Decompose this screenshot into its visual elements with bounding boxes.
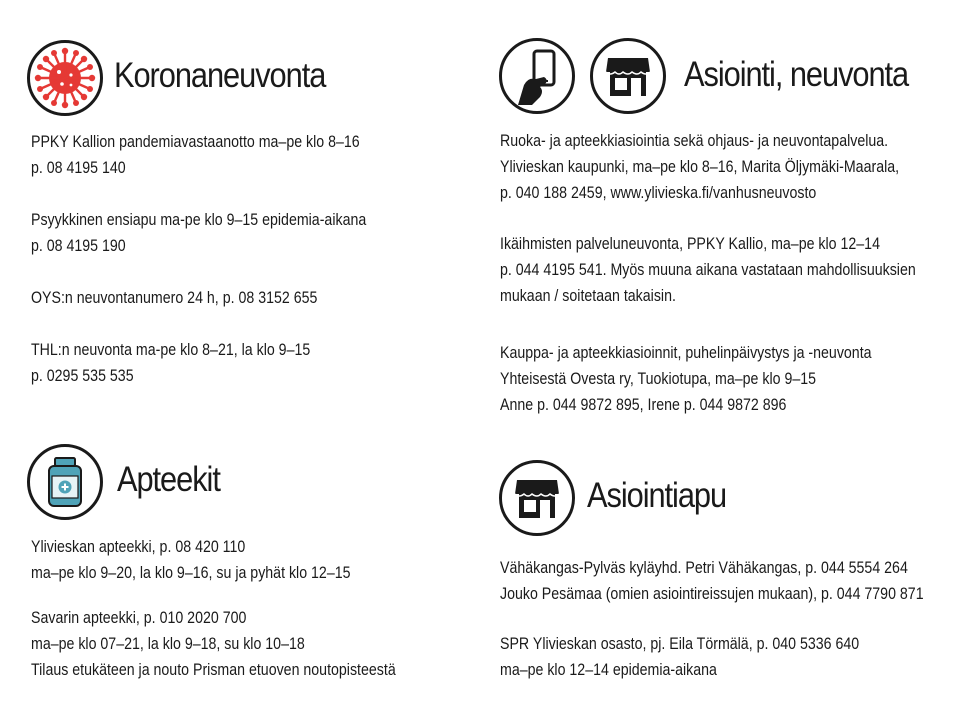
asiointi-paragraph-2 (500, 231, 960, 309)
apteekit-header (27, 444, 234, 520)
text-line: p. 0295 535 535 (31, 367, 134, 385)
text-line: Savarin apteekki, p. 010 2020 700 (31, 609, 247, 627)
korona-paragraph-2 (31, 207, 421, 259)
text-line: ma–pe klo 12–14 epidemia-aikana (500, 661, 717, 679)
text-line: p. 08 4195 140 (31, 159, 126, 177)
asiointi-paragraph-1 (500, 128, 960, 206)
koronaneuvonta-header (27, 40, 354, 116)
korona-paragraph-4 (31, 337, 356, 389)
korona-paragraph-3 (31, 285, 364, 311)
asiointiapu-paragraph-1 (500, 555, 960, 607)
asiointiapu-header (499, 460, 745, 536)
text-line: ma–pe klo 9–20, la klo 9–16, su ja pyhät klo 12–15 (31, 564, 351, 582)
text-line: Anne p. 044 9872 895, Irene p. 044 9872 896 (500, 396, 787, 414)
asiointi-neuvonta-header (499, 38, 939, 114)
text-line: SPR Ylivieskan osasto, pj. Eila Törmälä, p. 040 5336 640 (500, 635, 860, 653)
text-line: Yhteisestä Ovesta ry, Tuokiotupa, ma–pe klo 9–15 (500, 370, 817, 388)
asiointi-paragraph-3 (500, 340, 932, 418)
text-line: Ylivieskan kaupunki, ma–pe klo 8–16, Marita Öljymäki-Maarala, (500, 158, 900, 176)
text-line: Vähäkangas-Pylväs kyläyhd. Petri Vähäkangas, p. 044 5554 264 (500, 559, 908, 577)
smartphone-hand-icon (499, 38, 575, 114)
text-line: OYS:n neuvontanumero 24 h, p. 08 3152 655 (31, 289, 318, 307)
apteekit-title: Apteekit (117, 460, 220, 499)
medicine-bottle-icon (27, 444, 103, 520)
text-line: p. 08 4195 190 (31, 237, 126, 255)
text-line: Kauppa- ja apteekkiasioinnit, puhelinpäivystys ja -neuvonta (500, 344, 872, 362)
text-line: Jouko Pesämaa (omien asiointireissujen mukaan), p. 044 7790 871 (500, 585, 924, 603)
asiointiapu-title: Asiointiapu (587, 476, 727, 515)
apteekit-paragraph-1 (31, 534, 403, 586)
text-line: Ikäihmisten palveluneuvonta, PPKY Kallio, ma–pe klo 12–14 (500, 235, 880, 253)
text-line: mukaan / soitetaan takaisin. (500, 287, 676, 305)
text-line: p. 040 188 2459, www.ylivieska.fi/vanhusneuvosto (500, 184, 817, 202)
text-line: Tilaus etukäteen ja nouto Prisman etuoven noutopisteestä (31, 661, 396, 679)
text-line: THL:n neuvonta ma-pe klo 8–21, la klo 9–15 (31, 341, 311, 359)
store-icon (499, 460, 575, 536)
asiointiapu-paragraph-2 (500, 631, 918, 683)
asiointi-neuvonta-title: Asiointi, neuvonta (684, 55, 909, 94)
text-line: PPKY Kallion pandemiavastaanotto ma–pe klo 8–16 (31, 133, 360, 151)
text-line: p. 044 4195 541. Myös muuna aikana vastataan mahdollisuuksien (500, 261, 916, 279)
text-line: Ylivieskan apteekki, p. 08 420 110 (31, 538, 246, 556)
coronavirus-icon (27, 40, 103, 116)
koronaneuvonta-title: Koronaneuvonta (114, 56, 326, 95)
text-line: ma–pe klo 07–21, la klo 9–18, su klo 10–18 (31, 635, 305, 653)
store-icon (590, 38, 666, 114)
text-line: Psyykkinen ensiapu ma-pe klo 9–15 epidemia-aikana (31, 211, 367, 229)
apteekit-paragraph-2 (31, 605, 455, 683)
text-line: Ruoka- ja apteekkiasiointia sekä ohjaus- ja neuvontapalvelua. (500, 132, 889, 150)
korona-paragraph-1 (31, 129, 413, 181)
